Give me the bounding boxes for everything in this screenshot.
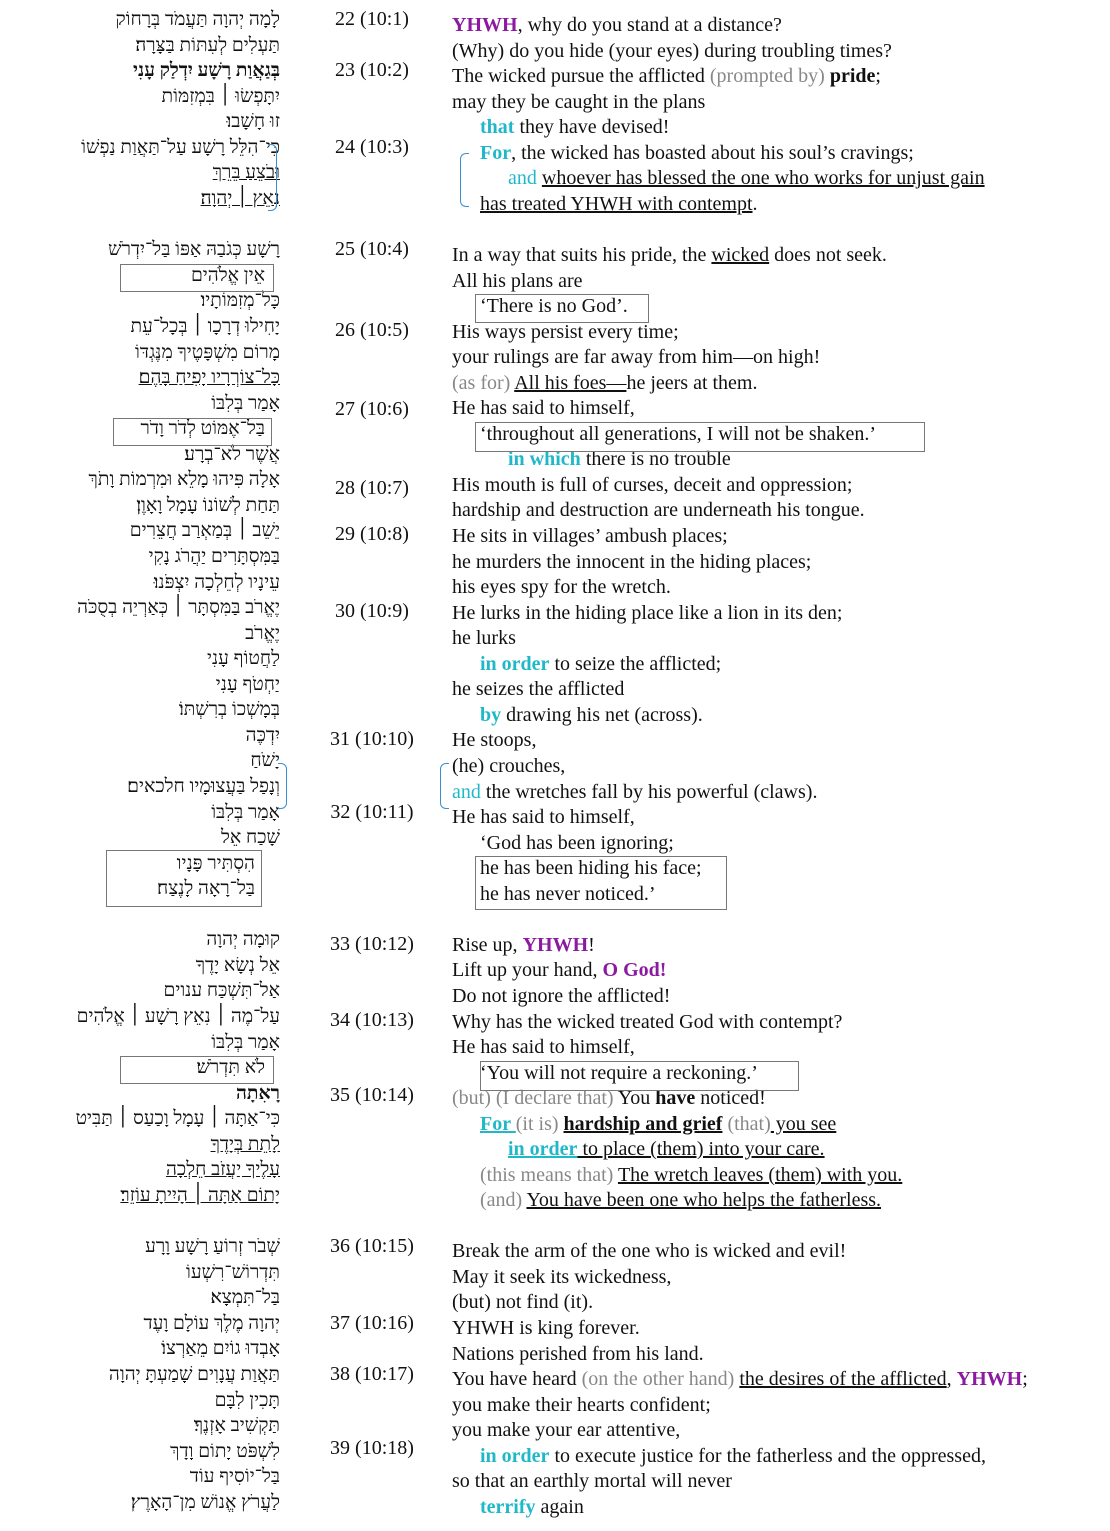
hebrew-line: שָׁכַח אֵל — [220, 827, 280, 848]
verse-reference: 37 (10:16) — [330, 1312, 414, 1334]
supplied-words: (and) — [480, 1189, 523, 1211]
english-highlight-box — [475, 422, 925, 452]
english-line: may they be caught in the plans — [452, 91, 706, 113]
verse-reference: 31 (10:10) — [330, 728, 414, 750]
english-text: does not seek. — [769, 244, 887, 266]
english-text: You have heard — [452, 1368, 582, 1390]
hebrew-line: לַחֲטוֹף עָנִי — [207, 648, 280, 669]
english-line — [452, 243, 887, 269]
english-text: . — [752, 193, 758, 215]
hebrew-line: אָמַר בְּלִבּוֹ — [211, 393, 280, 414]
hebrew-line: תַּחַת לְשׁוֹנוֹ עָמָל וָאָוֶן׃ — [136, 495, 280, 516]
hebrew-line: יַחְטֹף עָנִי — [215, 674, 280, 695]
hebrew-line: עָלֶיךָ יַעֲזֹב חֵלְכָה — [166, 1159, 280, 1180]
hebrew-line: אֵל נְשָׂא יָדֶךָ — [195, 955, 280, 976]
hebrew-line: אָמַר בְּלִבּוֹ — [211, 1032, 280, 1053]
hebrew-line: בַּל־תִּמְצָא׃ — [210, 1287, 280, 1308]
hebrew-line: אָמַר בְּלִבּוֹ — [211, 802, 280, 823]
english-text: Lift up your hand, — [452, 959, 603, 981]
hebrew-line: תַּאֲוַת עֲנָוִים שָׁמַעְתָּ יְהוָה — [108, 1364, 280, 1385]
verse-reference: 30 (10:9) — [335, 600, 409, 622]
verse-reference: 36 (10:15) — [330, 1235, 414, 1257]
english-text: he jeers at them. — [626, 372, 758, 394]
english-line: you make their hearts confident; — [452, 1394, 711, 1416]
connective-word: terrify — [480, 1496, 536, 1518]
hebrew-line: קוּמָה יְהוָה — [206, 929, 280, 950]
connective-word: that — [480, 116, 515, 138]
hebrew-highlight-box — [120, 264, 274, 292]
hebrew-line: תִּדְרוֹשׁ־רִשְׁעוֹ — [185, 1262, 280, 1283]
hebrew-line: וּבֹצֵעַ בֵּרֵךְ — [212, 162, 280, 183]
english-text: The wicked pursue the afflicted — [452, 65, 710, 87]
divine-name: YHWH — [956, 1368, 1023, 1390]
english-line — [480, 115, 669, 141]
english-line — [480, 652, 721, 678]
english-line — [452, 64, 881, 90]
connective-word: and — [508, 167, 537, 189]
hebrew-line: כָּל־מְזִמּוֹתָיו׃ — [200, 290, 280, 311]
supplied-words: (on the other hand) — [581, 1368, 735, 1390]
emphasized-word: have — [655, 1087, 696, 1109]
english-line: (Why) do you hide (your eyes) during troubling times? — [452, 40, 892, 62]
connective-word: For — [480, 1113, 516, 1135]
english-text: ; — [875, 65, 881, 87]
english-text: You — [613, 1087, 656, 1109]
hebrew-line: בַּל־אֶמּוֹט לְדֹר וָדֹר — [140, 418, 265, 439]
english-line — [480, 1495, 584, 1521]
english-text: The wretch leaves (them) with you. — [617, 1164, 903, 1186]
verse-reference: 28 (10:7) — [335, 477, 409, 499]
english-line: ‘There is no God’. — [480, 295, 628, 317]
english-line: ‘God has been ignoring; — [480, 832, 674, 854]
english-text: , the wicked has boasted about his soul’s cravings; — [511, 142, 914, 164]
english-line — [480, 1163, 902, 1189]
english-line — [480, 1444, 986, 1470]
hebrew-line: וְנָפַל בַּעֲצוּמָיו חלכאים׃ — [127, 776, 280, 797]
english-line — [452, 958, 666, 984]
english-line: ‘throughout all generations, I will not be shaken.’ — [480, 423, 877, 445]
english-line: Do not ignore the afflicted! — [452, 985, 671, 1007]
english-line — [452, 933, 595, 959]
english-line: he seizes the afflicted — [452, 678, 625, 700]
english-line — [480, 1188, 881, 1214]
english-line — [452, 1367, 1028, 1393]
hebrew-line: אֵין אֱלֹהִים — [190, 265, 265, 286]
english-text: there is no trouble — [580, 448, 731, 470]
supplied-words: (it is) — [515, 1113, 564, 1135]
hebrew-line: הִסְתִּיר פָּנָיו — [176, 853, 255, 874]
hebrew-highlight-box — [106, 850, 262, 907]
english-text: whoever has blessed the one who works for unjust gain — [541, 167, 985, 189]
hebrew-line: לַעֲרֹץ אֱנוֹשׁ מִן־הָאָרֶץ׃ — [130, 1492, 280, 1513]
english-line: Break the arm of the one who is wicked and evil! — [452, 1240, 847, 1262]
english-line — [452, 780, 817, 806]
english-text: the desires of the afflicted — [739, 1368, 947, 1390]
verse-reference: 33 (10:12) — [330, 933, 414, 955]
english-line: ‘You will not require a reckoning.’ — [480, 1062, 758, 1084]
verse-reference: 34 (10:13) — [330, 1009, 414, 1031]
verse-reference: 39 (10:18) — [330, 1437, 414, 1459]
verse-reference: 35 (10:14) — [330, 1084, 414, 1106]
english-text: to execute justice for the fatherless and the oppressed, — [549, 1445, 986, 1467]
divine-name: YHWH — [452, 14, 518, 36]
hebrew-line: תָּכִין לִבָּם — [214, 1390, 280, 1411]
english-text: drawing his net (across). — [501, 704, 703, 726]
english-line — [480, 192, 758, 218]
verse-reference: 22 (10:1) — [335, 8, 409, 30]
english-line — [452, 371, 758, 397]
english-line: May it seek its wickedness, — [452, 1266, 672, 1288]
hebrew-line: מָרוֹם מִשְׁפָּטֶיךָ מִנֶּגְדּוֹ — [135, 342, 280, 363]
english-line — [480, 1112, 836, 1138]
emphasized-word: pride — [829, 65, 876, 87]
hebrew-line: יֵשֵׁב ׀ בְּמַאְרַב חֲצֵרִים — [129, 520, 280, 541]
english-bracket — [440, 763, 449, 809]
hebrew-line: יִדְכֶּה — [245, 725, 280, 746]
english-line: he has never noticed.’ — [480, 883, 656, 905]
hebrew-line: עַל־מֶה ׀ נִאֵץ רָשָׁע ׀ אֱלֹהִים — [76, 1006, 280, 1027]
hebrew-line: בְּגַאֲוַת רָשָׁע יִדְלַק עָנִי — [133, 60, 280, 81]
verse-reference: 25 (10:4) — [335, 238, 409, 260]
hebrew-line: כִּי־אַתָּה ׀ עָמָל וָכַעַס ׀ תַּבִּיט — [75, 1108, 280, 1129]
english-text: has treated YHWH with contempt — [480, 193, 753, 215]
verse-reference: 38 (10:17) — [330, 1363, 414, 1385]
english-line: your rulings are far away from him—on high! — [452, 346, 821, 368]
hebrew-line: יֶאֱרֹב בַּמִּסְתָּר ׀ כְּאַרְיֵה בְסֻכֹּה — [77, 597, 280, 618]
hebrew-line: רָאִתָה — [235, 1083, 280, 1104]
verse-reference: 23 (10:2) — [335, 59, 409, 81]
hebrew-line: אָבְדוּ גוֹיִם מֵאַרְצוֹ׃ — [161, 1338, 280, 1359]
english-line: (but) not find (it). — [452, 1291, 594, 1313]
hebrew-highlight-box — [113, 418, 272, 446]
english-line — [508, 1137, 825, 1163]
english-line: He has said to himself, — [452, 397, 635, 419]
hebrew-line: לָמָה יְהוָה תַּעֲמֹד בְּרָחוֹק — [115, 9, 280, 30]
english-line: He has said to himself, — [452, 806, 635, 828]
english-text: noticed! — [695, 1087, 766, 1109]
hebrew-line: בַּל־יוֹסִיף עוֹד — [189, 1466, 280, 1487]
english-text: You have been one who helps the fatherless. — [526, 1189, 882, 1211]
english-line: His mouth is full of curses, deceit and oppression; — [452, 474, 853, 496]
hebrew-line: יָתוֹם אַתָּה ׀ הָיִיתָ עוֹזֵר׃ — [120, 1185, 280, 1206]
connective-word: in order — [480, 1445, 550, 1467]
verse-reference: 24 (10:3) — [335, 136, 409, 158]
hebrew-line: אֲשֶׁר לֹא־בְרָע׃ — [184, 444, 280, 465]
english-text: In a way that suits his pride, the — [452, 244, 712, 266]
english-text: to place (them) into your care. — [577, 1138, 825, 1160]
hebrew-highlight-box — [120, 1056, 274, 1084]
english-line: Why has the wicked treated God with contempt? — [452, 1011, 843, 1033]
connective-word: in order — [508, 1138, 578, 1160]
english-line: His ways persist every time; — [452, 321, 679, 343]
verse-reference: 32 (10:11) — [330, 801, 414, 823]
connective-word: For — [480, 142, 512, 164]
english-line: (he) crouches, — [452, 755, 566, 777]
english-line: so that an earthly mortal will never — [452, 1470, 732, 1492]
divine-name: YHWH — [522, 934, 589, 956]
english-line — [480, 703, 703, 729]
hebrew-line: יִתָּפְשׂוּ ׀ בִּמְזִמּוֹת — [161, 86, 280, 107]
english-line: He sits in villages’ ambush places; — [452, 525, 728, 547]
connective-word: by — [480, 704, 502, 726]
hebrew-line: תַּעְלִים לְעִתּוֹת בַּצָּרָה׃ — [135, 35, 280, 56]
connective-word: in order — [480, 653, 550, 675]
verse-reference: 27 (10:6) — [335, 398, 409, 420]
english-line — [508, 166, 985, 192]
english-line: Nations perished from his land. — [452, 1343, 704, 1365]
english-text: wicked — [711, 244, 770, 266]
hebrew-line: אָלָה פִּיהוּ מָלֵא וּמִרְמוֹת וָתֹךְ — [88, 469, 280, 490]
hebrew-line: בַּל־רָאָה לָנֶצַח׃ — [157, 878, 255, 899]
english-line: hardship and destruction are underneath his tongue. — [452, 499, 865, 521]
hebrew-line: בַּמִּסְתָּרִים יַהֲרֹג נָקִי — [148, 546, 280, 567]
english-line: He has said to himself, — [452, 1036, 635, 1058]
english-line: YHWH is king forever. — [452, 1317, 640, 1339]
hebrew-bracket — [278, 763, 287, 809]
english-line — [452, 13, 782, 39]
hebrew-line: יֶאֱרֹב — [245, 623, 280, 644]
hebrew-line: נִאֵץ ׀ יְהוָה׃ — [200, 188, 280, 209]
hebrew-line: לִשְׁפֹּט יָתוֹם וָדָךְ — [170, 1441, 280, 1462]
english-line: he murders the innocent in the hiding places; — [452, 551, 812, 573]
english-text: the wretches fall by his powerful (claws). — [480, 781, 818, 803]
supplied-words: (this means that) — [480, 1164, 614, 1186]
english-highlight-box — [475, 856, 727, 910]
verse-reference: 26 (10:5) — [335, 319, 409, 341]
connective-word: and — [452, 781, 481, 803]
english-line: He stoops, — [452, 729, 537, 751]
divine-name: O God! — [602, 959, 667, 981]
english-text: to seize the afflicted; — [549, 653, 722, 675]
english-text: you see — [770, 1113, 837, 1135]
english-highlight-box — [480, 1061, 799, 1091]
english-text: All his foes— — [514, 372, 627, 394]
connective-word: in which — [508, 448, 581, 470]
english-line: He lurks in the hiding place like a lion in its den; — [452, 602, 843, 624]
supplied-words: (prompted by) — [709, 65, 825, 87]
hebrew-line: כָּל־צוֹרְרָיו יָפִיחַ בָּהֶם׃ — [138, 367, 280, 388]
hebrew-line: בְּמָשְׁכוֹ בְרִשְׁתּוֹ׃ — [178, 699, 280, 720]
hebrew-line: רָשָׁע כְּגֹבַהּ אַפּוֹ בַּל־יִדְרֹשׁ — [108, 239, 280, 260]
verse-reference: 29 (10:8) — [335, 523, 409, 545]
english-text: ! — [588, 934, 595, 956]
supplied-words: (but) (I declare that) — [452, 1087, 614, 1109]
hebrew-line: עֵינָיו לְחֵלְכָה יִצְפֹּנוּ׃ — [153, 572, 280, 593]
english-bracket — [460, 153, 469, 207]
hebrew-line: יְהוָה מֶלֶךְ עוֹלָם וָעֶד — [143, 1313, 280, 1334]
english-line: he lurks — [452, 627, 516, 649]
english-text: Rise up, — [452, 934, 523, 956]
hebrew-bracket — [268, 144, 277, 211]
hebrew-line: לֹא תִּדְרֹשׁ׃ — [196, 1057, 265, 1078]
english-text: they have devised! — [514, 116, 670, 138]
english-highlight-box — [475, 294, 649, 323]
english-line: he has been hiding his face; — [480, 857, 702, 879]
supplied-words: (as for) — [452, 372, 511, 394]
english-line: All his plans are — [452, 270, 583, 292]
hebrew-line: כִּי־הִלֵּל רָשָׁע עַל־תַּאֲוַת נַפְשׁוֹ — [81, 137, 280, 158]
hebrew-line: זוּ חָשָׁבוּ׃ — [226, 111, 280, 132]
english-line: you make your ear attentive, — [452, 1419, 681, 1441]
english-text: ; — [1022, 1368, 1028, 1390]
hebrew-line: יָשֹׁחַ — [250, 750, 280, 771]
hebrew-line: יָחִילוּ דְרָכָו ׀ בְּכָל־עֵת — [130, 316, 280, 337]
supplied-words: (that) — [722, 1113, 771, 1135]
hebrew-line: תַּקְשִׁיב אָזְנֶךָ׃ — [193, 1415, 280, 1436]
english-text: , why do you stand at a distance? — [517, 14, 782, 36]
english-line — [480, 141, 914, 167]
emphasized-word: hardship and grief — [563, 1113, 723, 1135]
english-line: his eyes spy for the wretch. — [452, 576, 671, 598]
hebrew-line: שְׁבֹר זְרוֹעַ רָשָׁע וָרָע — [145, 1236, 280, 1257]
english-text: , — [946, 1368, 957, 1390]
english-text: again — [535, 1496, 584, 1518]
hebrew-line: אַל־תִּשְׁכַּח ענוים — [163, 980, 280, 1001]
hebrew-line: לָתֵת בְּיָדֶךָ — [210, 1134, 280, 1155]
